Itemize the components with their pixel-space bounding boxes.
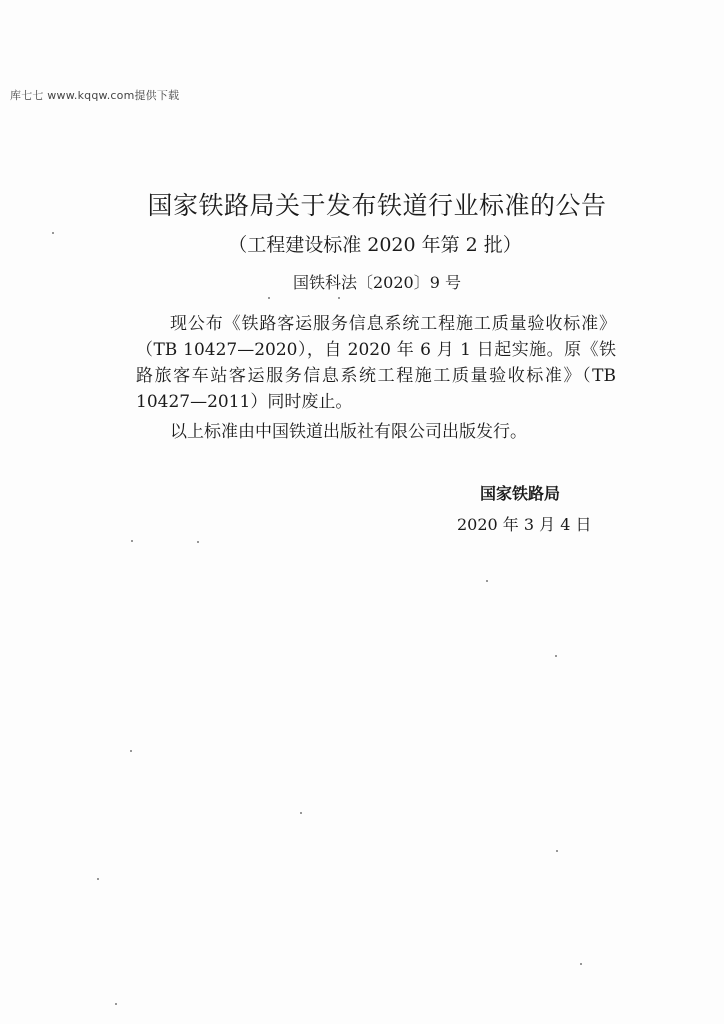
issuer-signature: 国家铁路局 (480, 484, 561, 503)
scan-speck (197, 541, 199, 543)
scan-speck (580, 963, 582, 965)
announcement-subtitle: （工程建设标准 2020 年第 2 批） (228, 234, 522, 256)
scan-speck (556, 850, 558, 852)
scan-speck (300, 812, 302, 814)
document-number: 国铁科法〔2020〕9 号 (293, 273, 461, 292)
scan-speck (130, 750, 132, 752)
scan-speck (52, 232, 54, 234)
scan-speck (131, 540, 133, 542)
announcement-body (136, 311, 616, 445)
scan-speck (338, 297, 340, 299)
scan-speck (486, 580, 488, 582)
body-paragraph: 以上标准由中国铁道出版社有限公司出版发行。 (170, 422, 527, 442)
download-watermark: 库七七 www.kqqw.com提供下载 (10, 89, 180, 102)
body-paragraph: 现公布《铁路客运服务信息系统工程施工质量验收标准》（TB 10427—2020），自 2020 年 6 月 1 日起实施。原《铁路旅客车站客运服务信息系统工程施工质量验收标准》（TB 10427—2011）同时废止。 (136, 314, 616, 412)
scan-speck (268, 297, 270, 299)
scan-speck (115, 1003, 117, 1005)
announcement-title: 国家铁路局关于发布铁道行业标准的公告 (147, 191, 607, 220)
scan-speck (97, 878, 99, 880)
issue-date: 2020 年 3 月 4 日 (457, 515, 592, 534)
scan-speck (555, 655, 557, 657)
